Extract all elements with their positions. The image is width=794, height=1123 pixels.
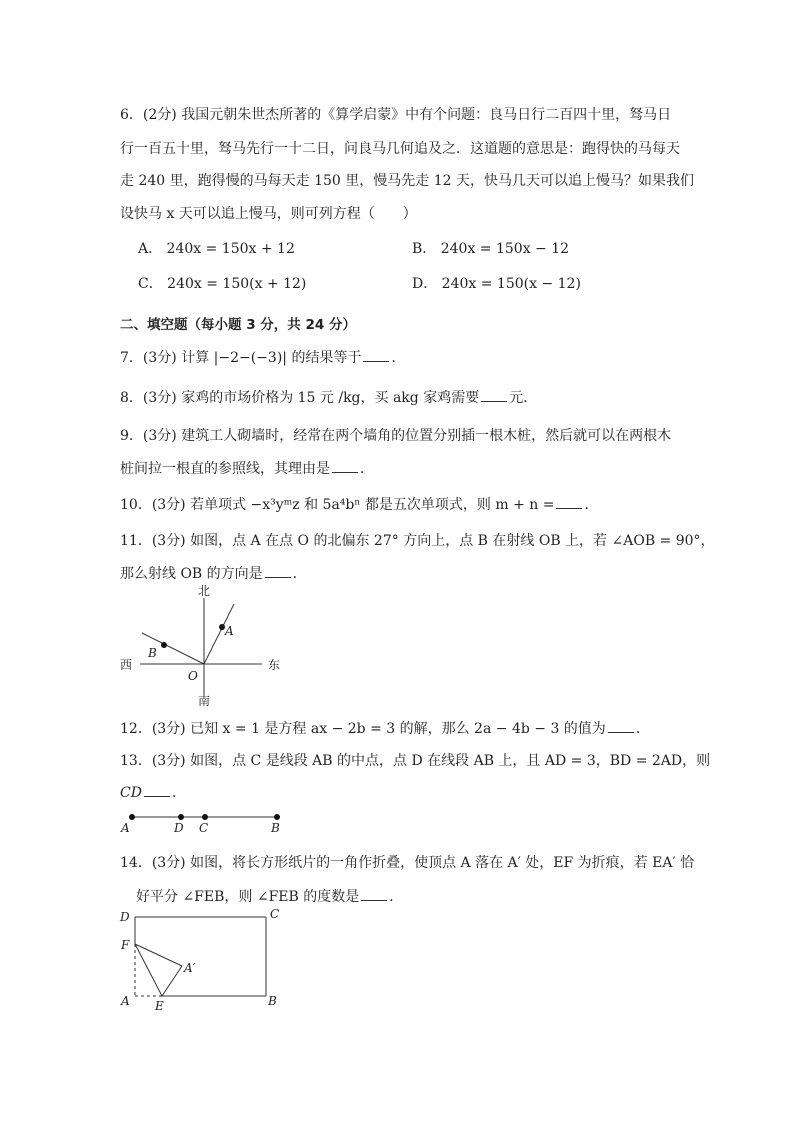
- answer-blank: [144, 784, 170, 797]
- q12: [120, 718, 650, 738]
- point-b: [161, 642, 167, 648]
- q12-text: 12．(3分) 已知 x = 1 是方程 ax − 2b = 3 的解，那么 2a − 4b − 3 的值为: [120, 721, 606, 737]
- point-c: [202, 814, 208, 820]
- label-e: E: [155, 999, 164, 1013]
- q9-end: ．: [360, 461, 374, 477]
- answer-blank: [265, 565, 291, 578]
- q11-line1: 11．(3分) 如图，点 A 在点 O 的北偏东 27° 方向上，点 B 在射线 OB 上，若 ∠AOB = 90°，: [120, 533, 715, 549]
- q11-line2-text: 那么射线 OB 的方向是: [120, 566, 263, 582]
- q7: [120, 347, 405, 367]
- q14-line2-text: 好平分 ∠FEB，则 ∠FEB 的度数是: [136, 889, 360, 905]
- answer-blank: [332, 460, 358, 473]
- q6-line2: 行一百五十里，驽马先行一十二日，问良马几何追及之．这道题的意思是：跑得快的马每天: [120, 141, 680, 157]
- q13-line2: [120, 782, 186, 802]
- label-east: 东: [268, 658, 281, 672]
- q6-option-b: B． 240x = 150x − 12: [412, 241, 570, 257]
- q8-text: 8．(3分) 家鸡的市场价格为 15 元 /kg，买 akg 家鸡需要: [120, 390, 480, 406]
- q10: [120, 494, 598, 514]
- q10-text: 10．(3分) 若单项式 −x³yᵐz 和 5a⁴bⁿ 都是五次单项式，则 m + n =: [120, 497, 555, 513]
- answer-blank: [361, 888, 387, 901]
- q10-end: ．: [584, 497, 599, 513]
- label-o: O: [188, 669, 198, 683]
- folded-fa2: [135, 944, 182, 966]
- q6-line1: 6．(2分) 我国元朝朱世杰所著的《算学启蒙》中有个问题：良马日行二百四十里，驽马日: [120, 107, 672, 123]
- section-heading: 二、填空题（每小题 3 分，共 24 分）: [120, 317, 356, 333]
- q7-text: 7．(3分) 计算 |−2−(−3)| 的结果等于: [120, 350, 362, 366]
- q6-line4: 设快马 x 天可以追上慢马，则可列方程（ ）: [120, 206, 417, 222]
- q14-end: ．: [389, 889, 404, 905]
- label-d: D: [120, 910, 130, 924]
- crease-fe: [135, 944, 162, 996]
- q14-line2: [136, 886, 403, 906]
- answer-blank: [481, 389, 507, 402]
- answer-blank: [556, 496, 582, 509]
- q8: [120, 387, 537, 407]
- point-a: [129, 814, 135, 820]
- label-a-prime: A′: [184, 961, 196, 975]
- q7-end: ．: [391, 350, 406, 366]
- q6-line3: 走 240 里，跑得慢的马每天走 150 里，慢马先走 12 天，快马几天可以追上慢马？如果我们: [120, 173, 694, 189]
- q6-option-a: A． 240x = 150x + 12: [138, 241, 295, 257]
- q11-compass-figure: [112, 580, 302, 710]
- point-d: [178, 814, 184, 820]
- q14-fold-figure: [112, 904, 312, 1016]
- label-c: C: [199, 821, 209, 835]
- answer-blank: [363, 349, 389, 362]
- q14-line1: 14．(3分) 如图，将长方形纸片的一角作折叠，使顶点 A 落在 A′ 处，EF 为折痕，若 EA′ 恰: [120, 855, 695, 871]
- q9-line2-text: 桩间拉一根直的参照线，其理由是: [120, 461, 330, 477]
- answer-blank: [608, 720, 634, 733]
- q12-end: ．: [635, 721, 650, 737]
- label-f: F: [121, 938, 130, 952]
- q9-line1: 9．(3分) 建筑工人砌墙时，经常在两个墙角的位置分别插一根木桩，然后就可以在两根木: [120, 428, 672, 444]
- label-a: A: [225, 624, 234, 638]
- point-b: [274, 814, 280, 820]
- label-c: C: [270, 907, 280, 921]
- label-south: 南: [198, 694, 211, 708]
- q13-segment-figure: [115, 806, 295, 838]
- q9-line2: [120, 458, 374, 478]
- label-west: 西: [120, 658, 133, 672]
- q13-line2-text: CD: [120, 785, 142, 801]
- q6-option-d: D． 240x = 150(x − 12): [412, 276, 581, 292]
- label-a: A: [121, 994, 130, 1008]
- label-b: B: [268, 994, 277, 1008]
- label-b: B: [271, 821, 280, 835]
- q6-option-c: C． 240x = 150(x + 12): [138, 276, 307, 292]
- label-b: B: [148, 646, 157, 660]
- label-a: A: [121, 821, 130, 835]
- q13-line1: 13．(3分) 如图，点 C 是线段 AB 的中点，点 D 在线段 AB 上，且 AD = 3，BD = 2AD，则: [120, 753, 711, 769]
- q11-end: ．: [292, 566, 307, 582]
- q13-end: ．: [171, 785, 186, 801]
- label-d: D: [174, 821, 184, 835]
- label-north: 北: [198, 584, 211, 598]
- q8-end: 元．: [509, 390, 538, 406]
- folded-ea2: [162, 966, 182, 996]
